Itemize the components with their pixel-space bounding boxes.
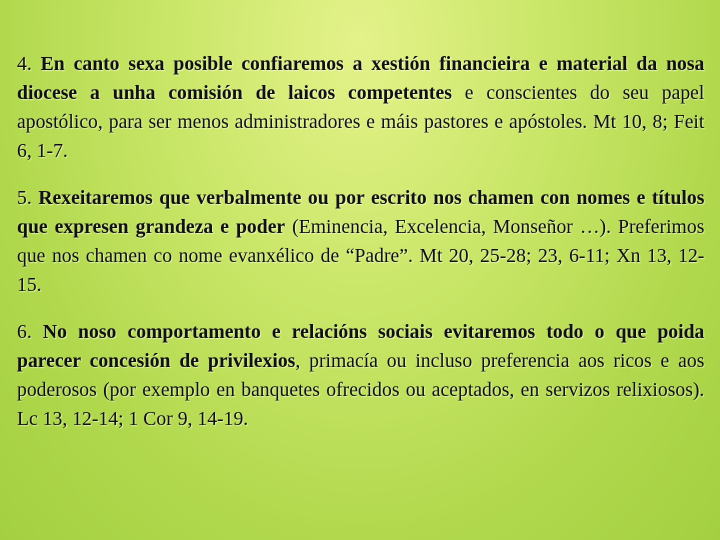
paragraph-5 — [17, 184, 704, 300]
paragraph-body-text: (Eminencia, Excelencia, Monseñor …). Preferimos que nos chamen co nome evanxélico de “Padre”. Mt 20, 25-28; 23, 6-11; Xn 13, 12-15. — [17, 216, 705, 296]
paragraph-bold-text: En canto sexa posible confiaremos a xestión financieira e material da nosa diocese a unha comisión de laicos competentes — [17, 53, 705, 104]
paragraph-bold-text: Rexeitaremos que verbalmente ou por escrito nos chamen con nomes e títulos que expresen grandeza e poder — [17, 187, 705, 238]
paragraph-number: 6. — [17, 321, 32, 343]
paragraph-body-text: , primacía ou incluso preferencia aos ricos e aos poderosos (por exemplo en banquetes ofrecidos ou aceptados, en servizos relixiosos). Lc 13, 12-14; 1 Cor 9, 14-19. — [17, 350, 705, 430]
paragraph-number: 4. — [17, 53, 32, 75]
paragraph-bold-text: No noso comportamento e relacións sociais evitaremos todo o que poida parecer concesión de privilexios — [17, 321, 705, 372]
paragraph-4 — [17, 50, 704, 166]
paragraph-6 — [17, 318, 704, 434]
slide-content — [17, 50, 705, 452]
paragraph-number: 5. — [17, 187, 32, 209]
paragraph-body-text: e conscientes do seu papel apostólico, para ser menos administradores e máis pastores e apóstoles. Mt 10, 8; Feit 6, 1-7. — [17, 82, 705, 162]
